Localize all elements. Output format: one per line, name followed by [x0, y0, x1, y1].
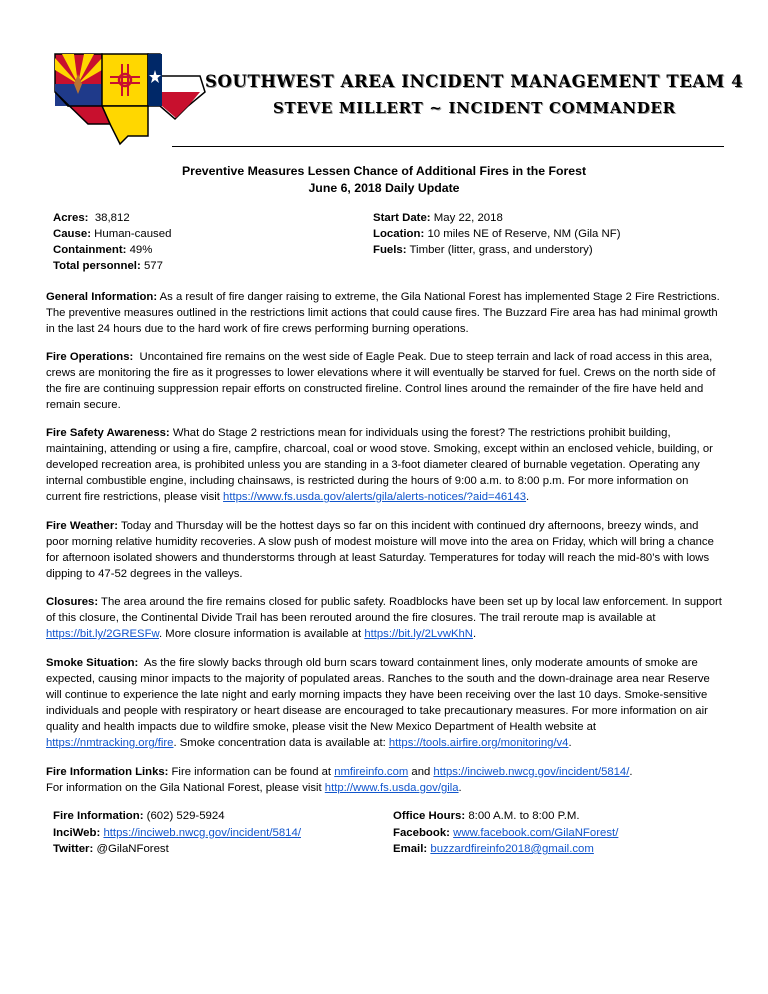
document-subtitle: June 6, 2018 Daily Update: [308, 181, 460, 195]
closures: Closures: The area around the fire remains closed for public safety. Roadblocks have been set up by local law enforcement. In support of this closure, the Continental Divide Trail has been rerouted around the fire closures. The trail reroute map is available at https://bit.ly/2GRESFw. More closure information is available at https://bit.ly/2LvwKhN.: [46, 596, 722, 640]
facebook-link[interactable]: www.facebook.com/GilaNForest/: [453, 826, 619, 839]
contact-inciweb: InciWeb: https://inciweb.nwcg.gov/incident/5814/: [53, 826, 301, 839]
fact-personnel: Total personnel: 577: [53, 260, 163, 272]
team-logo: [50, 44, 210, 154]
contact-phone: Fire Information: (602) 529-5924: [53, 810, 225, 822]
fire-safety-awareness: Fire Safety Awareness: What do Stage 2 restrictions mean for individuals using the forest? The restrictions prohibit building, maintaining, attending or using a fire, campfire, charcoal, coal or wood stove. Smoking, except within an enclosed vehicle, building, or developed recreation area, is prohibited unless you are standing in a 3-foot diameter cleared of burnable vegetation. Operating any internal combustible engine, including chainsaws, is restricted during the hours of 9:00 a.m. to 8:00 p.m. For more information on current fire restrictions, please visit https://www.fs.usda.gov/alerts/gila/alerts-notices/?aid=46143.: [46, 427, 713, 503]
email-link[interactable]: buzzardfireinfo2018@gmail.com: [430, 843, 594, 855]
contact-office-hours: Office Hours: 8:00 A.M. to 8:00 P.M.: [393, 810, 580, 822]
texas-flag-icon: [148, 54, 205, 119]
fire-facts-left: [53, 210, 171, 274]
document-title: Preventive Measures Lessen Chance of Additional Fires in the Forest: [181, 164, 587, 178]
contacts-left: [53, 808, 301, 858]
general-information: General Information: As a result of fire danger raising to extreme, the Gila National Forest has implemented Stage 2 Fire Restrictions. The preventive measures outlined in the restrictions limit actions that could cause fires. The Buzzard Fire area has had minimal growth in the last 24 hours due to the hard work of fire crews performing burning operations.: [46, 291, 720, 335]
team-name: SOUTHWEST AREA INCIDENT MANAGEMENT TEAM 4: [205, 72, 744, 91]
contact-twitter: Twitter: @GilaNForest: [53, 843, 169, 855]
inciweb-link[interactable]: https://inciweb.nwcg.gov/incident/5814/: [433, 766, 630, 778]
nmfireinfo-link[interactable]: nmfireinfo.com: [334, 766, 409, 778]
restrictions-link[interactable]: https://www.fs.usda.gov/alerts/gila/alerts-notices/?aid=46143: [223, 491, 527, 503]
gila-forest-link[interactable]: http://www.fs.usda.gov/gila: [324, 782, 459, 794]
fact-start-date: Start Date: May 22, 2018: [373, 212, 503, 224]
smoke-situation: Smoke Situation: As the fire slowly backs through old burn scars toward containment lines, only moderate amounts of smoke are expected, causing minor impacts to the majority of populated areas. Ranches to the south and the down-drainage area near Reserve will continue to experience the late night and early morning impacts they have been receiving over the last 10 days. Smoke-sensitive individuals and people with respiratory or heart disease are encouraged to take precautionary measures. For more information on air quality and health impacts due to wildfire smoke, please visit the New Mexico Department of Health website at https://nmtracking.org/fire. Smoke concentration data is available at: https://tools.airfire.org/monitoring/v4.: [46, 657, 710, 749]
airfire-link[interactable]: https://tools.airfire.org/monitoring/v4: [388, 737, 569, 749]
fire-information-links: Fire Information Links: Fire information can be found at nmfireinfo.com and https://inciweb.nwcg.gov/incident/5814/. For information on the Gila National Forest, please visit http://www.fs.usda.gov/gila.: [46, 766, 633, 794]
fact-acres: Acres: 38,812: [53, 212, 130, 224]
fire-operations: Fire Operations: Uncontained fire remains on the west side of Eagle Peak. Due to steep terrain and lack of road access in this area, crews are monitoring the fire as it progresses to lower elevations where it will eventually be starved for fuel. Crews on the north side of the fire are continuing suppression repair efforts on constructed fireline. Control lines around the remainder of the fire have held and remain secure.: [46, 351, 716, 411]
trail-reroute-link[interactable]: https://bit.ly/2GRESFw: [46, 628, 160, 640]
fact-fuels: Fuels: Timber (litter, grass, and understory): [373, 244, 593, 256]
contact-email: Email: buzzardfireinfo2018@gmail.com: [393, 843, 594, 855]
contact-facebook: Facebook: www.facebook.com/GilaNForest/: [393, 826, 619, 839]
fire-facts-right: [373, 210, 620, 258]
fact-cause: Cause: Human-caused: [53, 228, 172, 240]
new-mexico-flag-icon: [102, 54, 148, 106]
fact-location: Location: 10 miles NE of Reserve, NM (Gila NF): [373, 228, 621, 240]
contact-inciweb-link[interactable]: https://inciweb.nwcg.gov/incident/5814/: [103, 826, 301, 839]
closure-info-link[interactable]: https://bit.ly/2LvwKhN: [364, 628, 473, 640]
contacts-right: [393, 808, 618, 858]
nmtracking-link[interactable]: https://nmtracking.org/fire: [46, 737, 174, 749]
fire-weather: Fire Weather: Today and Thursday will be the hottest days so far on this incident with continued dry afternoons, breezy winds, and poor morning relative humidity recoveries. A slow push of modest moisture will move into the area on Friday, which will bring a chance for afternoon isolated showers and thunderstorms through at least Saturday. Temperatures for today will reach the mid-80’s with lows dipping to 47-52 degrees in the valleys.: [46, 520, 714, 580]
header-divider: [172, 146, 724, 147]
incident-commander: STEVE MILLERT ~ INCIDENT COMMANDER: [273, 99, 676, 117]
fact-containment: Containment: 49%: [53, 244, 153, 256]
